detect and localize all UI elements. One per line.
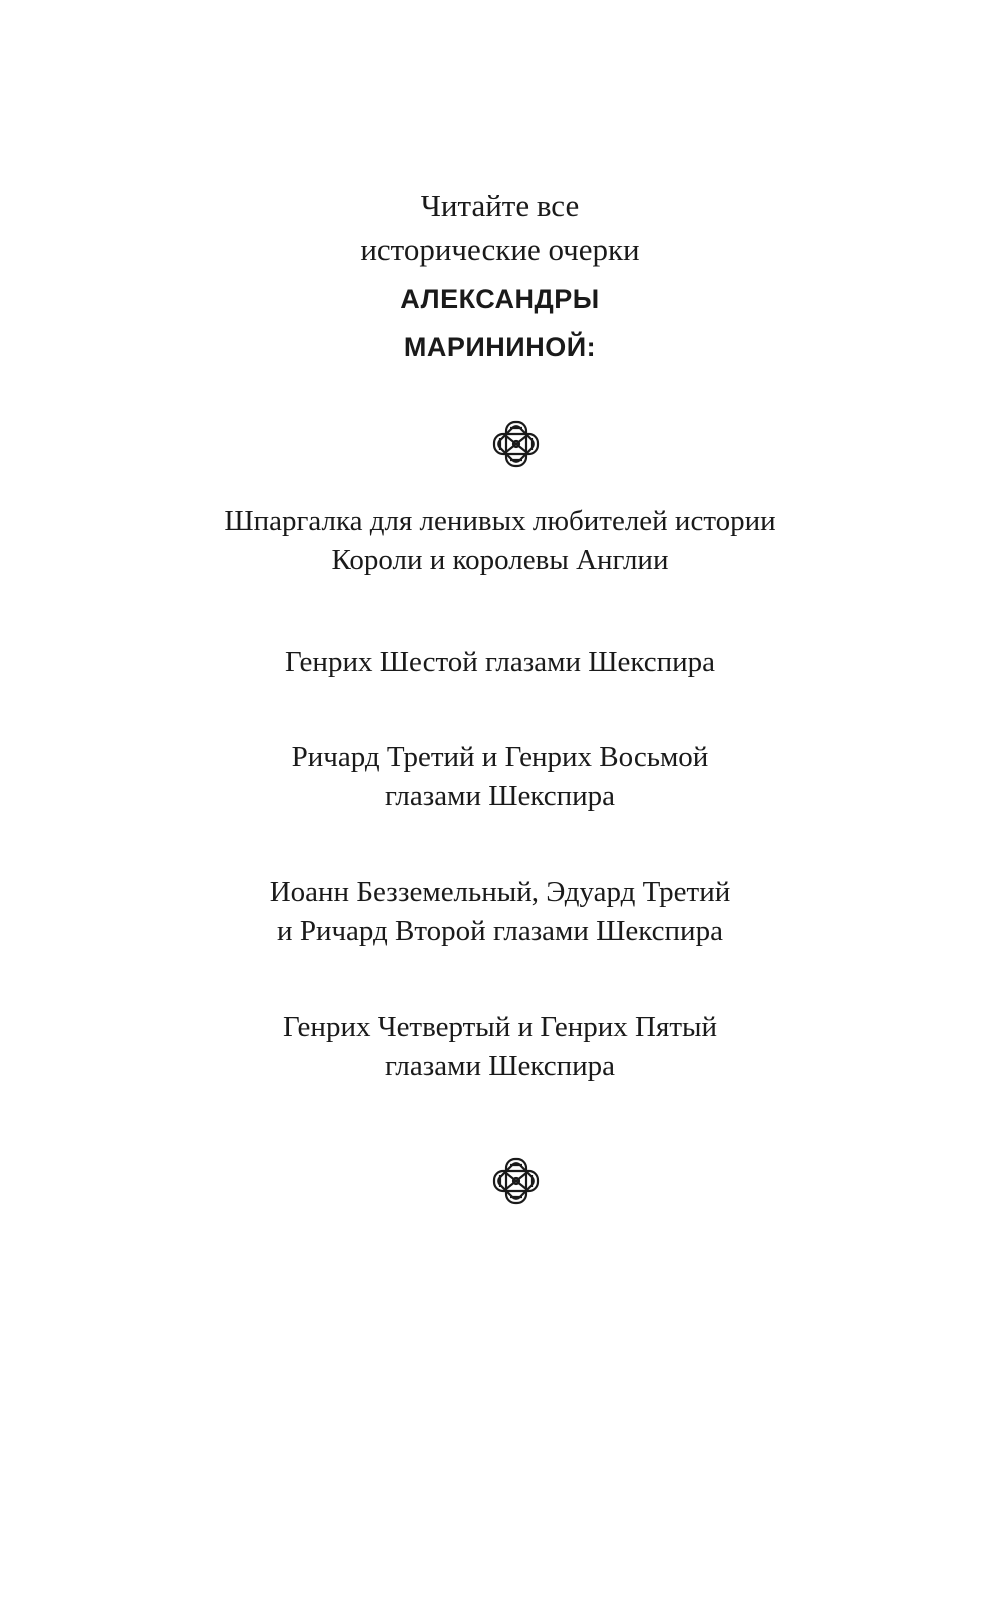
- author-line-2: МАРИНИНОЙ:: [403, 332, 597, 362]
- author-name: [0, 275, 1000, 371]
- book-title-line: Короли и королевы Англии: [331, 544, 669, 576]
- intro-line-1: Читайте все: [420, 188, 580, 223]
- book-title-4: [0, 873, 1000, 951]
- book-title-line: глазами Шекспира: [385, 1050, 615, 1082]
- book-title-line: Генрих Четвертый и Генрих Пятый: [283, 1011, 717, 1043]
- book-title-line: Шпаргалка для ленивых любителей истории: [224, 505, 776, 537]
- book-title-line: Ричард Третий и Генрих Восьмой: [291, 741, 709, 773]
- book-title-line: Иоанн Безземельный, Эдуард Третий: [269, 876, 731, 908]
- book-title-line: глазами Шекспира: [385, 780, 615, 812]
- author-line-1: АЛЕКСАНДРЫ: [400, 284, 600, 314]
- book-title-5: [0, 1008, 1000, 1086]
- intro-text: [0, 184, 1000, 272]
- intro-line-2: исторические очерки: [360, 232, 640, 267]
- book-title-line: и Ричард Второй глазами Шекспира: [277, 915, 723, 947]
- book-title-3: [0, 738, 1000, 816]
- book-title-line: Генрих Шестой глазами Шекспира: [285, 646, 715, 678]
- celtic-knot-icon: [490, 418, 542, 470]
- book-title-1: [0, 502, 1000, 580]
- book-title-2: [0, 643, 1000, 682]
- celtic-knot-icon: [490, 1155, 542, 1207]
